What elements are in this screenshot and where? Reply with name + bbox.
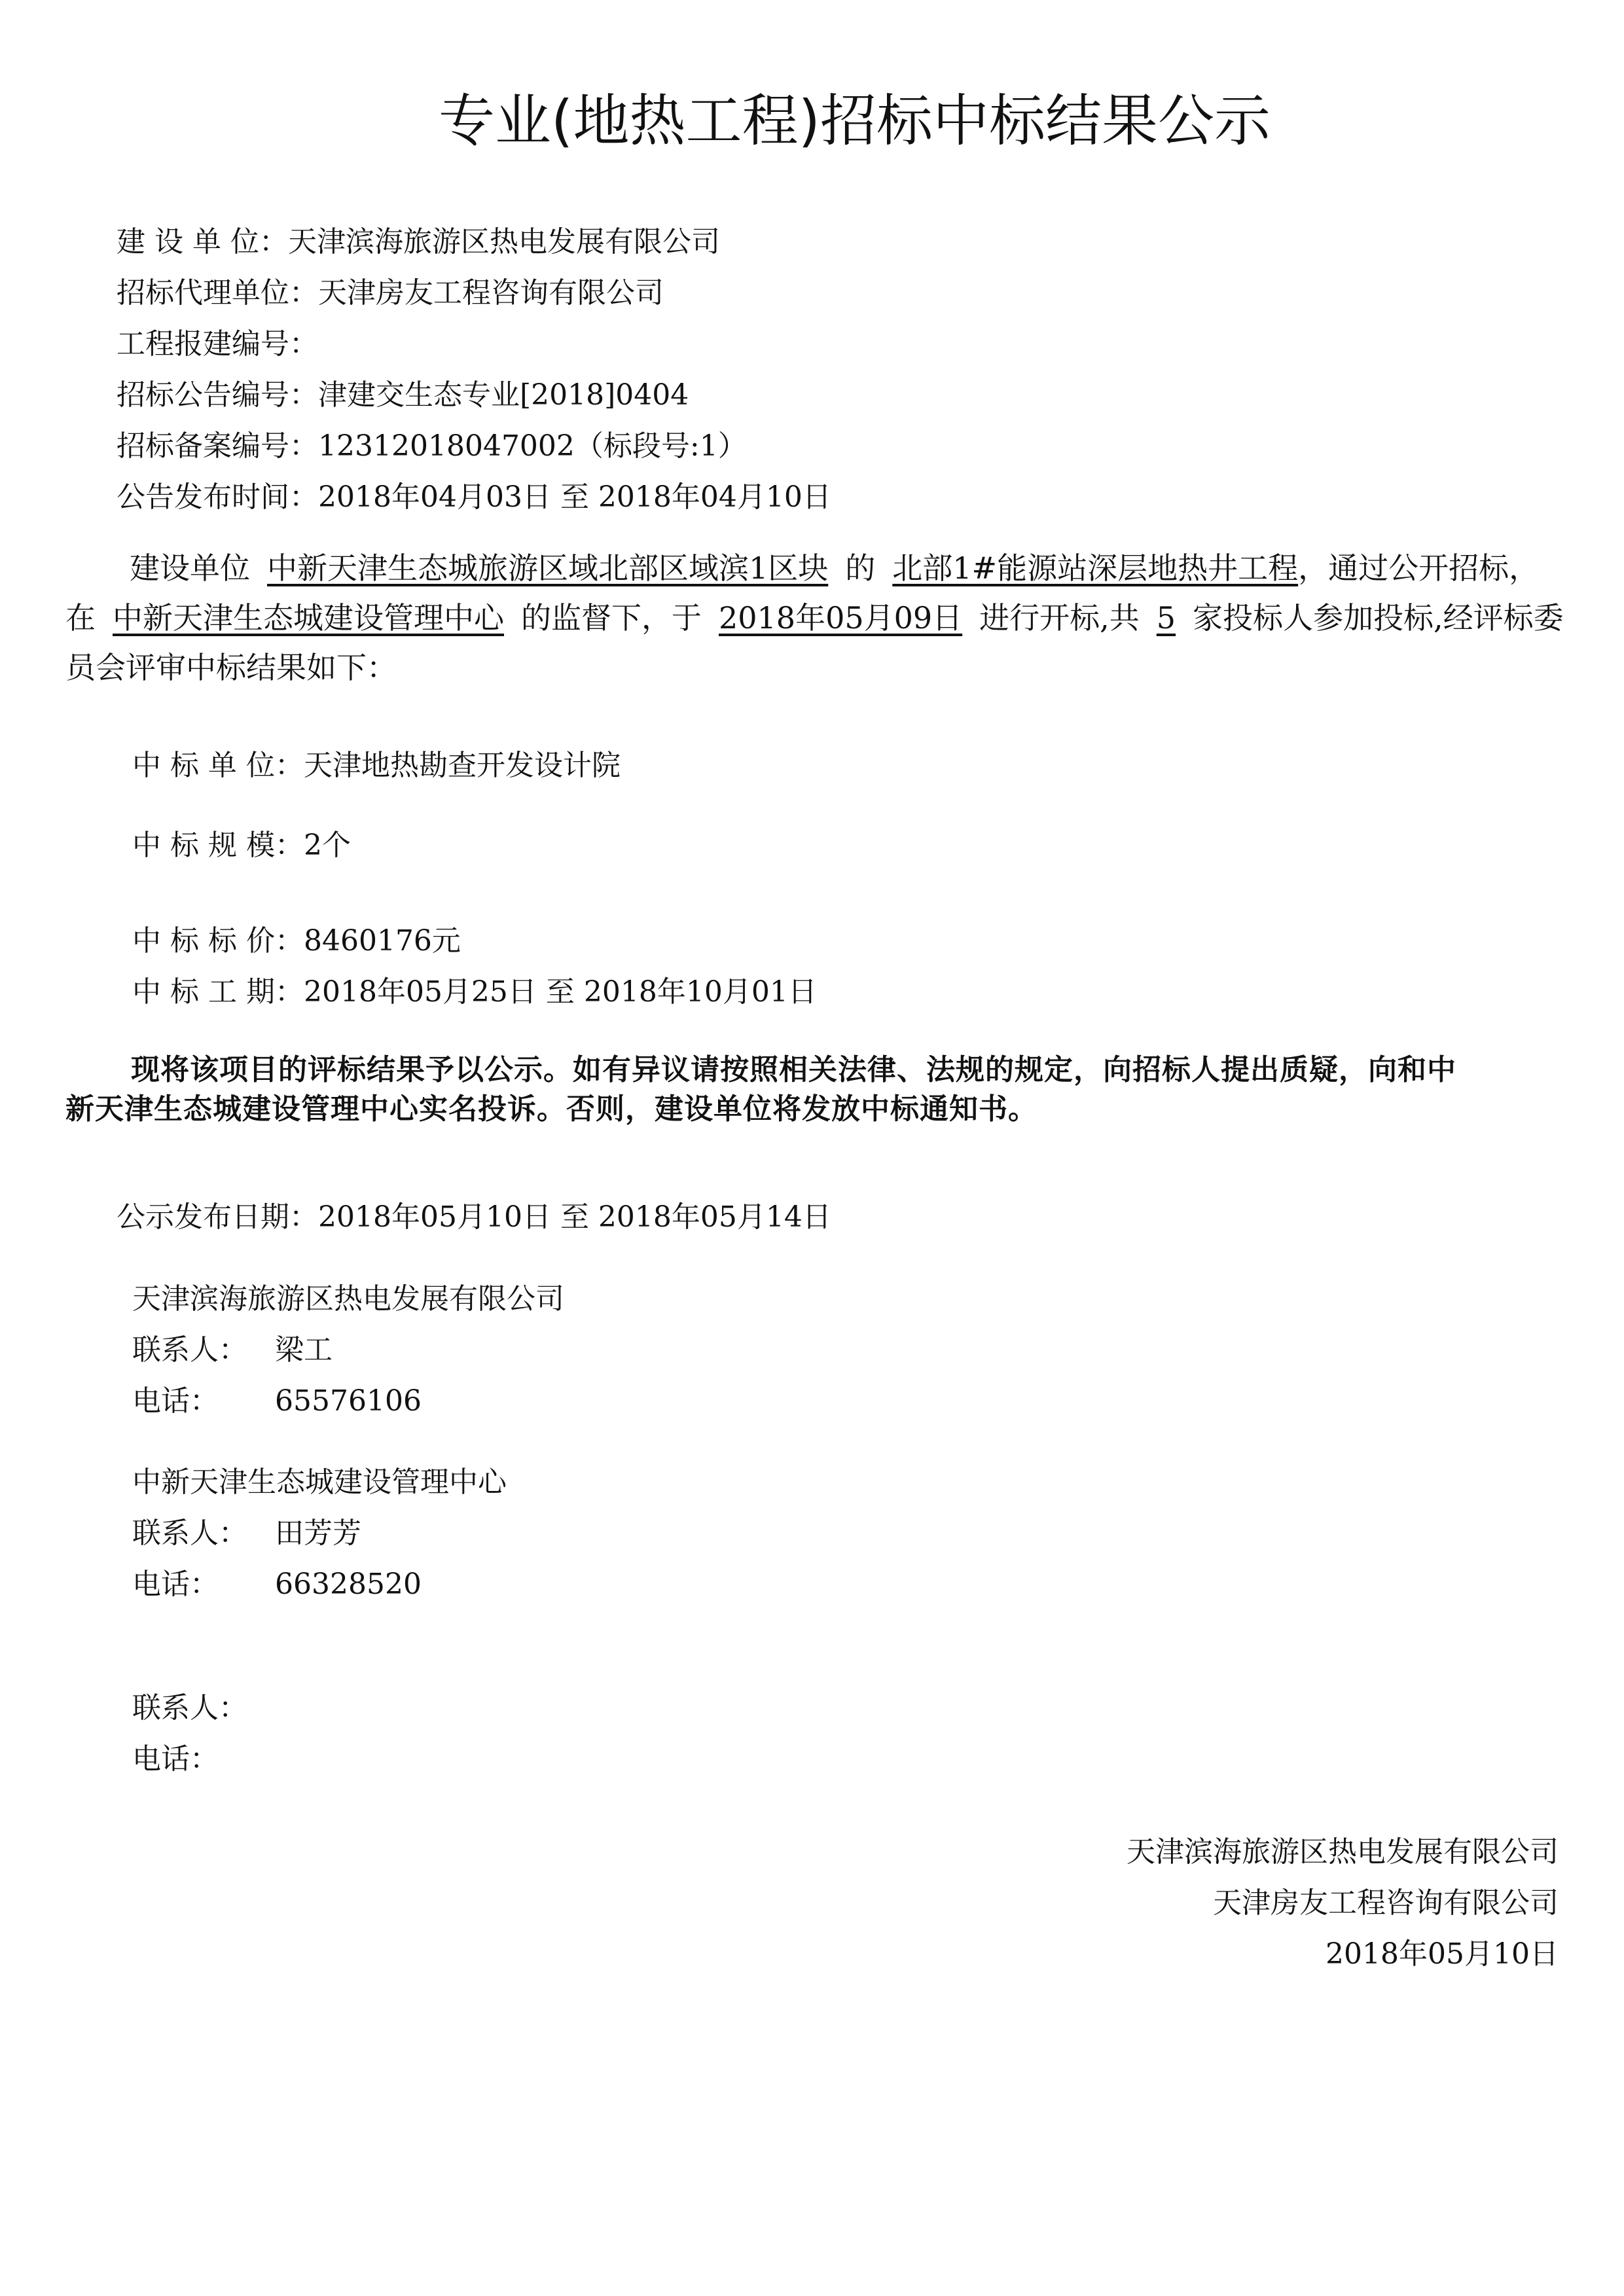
price-label: 中 标 标 价：	[132, 924, 304, 958]
notice-no-label: 招标公告编号：	[117, 378, 318, 412]
para-text-1: 建设单位	[130, 550, 250, 586]
contact-phone-2: 66328520	[275, 1568, 422, 1601]
signature-date: 2018年05月10日	[1326, 1937, 1559, 1971]
para-text-3: ，通过公开招标，在	[65, 550, 1540, 636]
agent-row	[117, 274, 664, 313]
bidder-count: 5	[1156, 600, 1176, 636]
record-no-label: 招标备案编号：	[117, 429, 318, 463]
project-no-label: 工程报建编号：	[117, 327, 318, 361]
contact-person-row-3	[132, 1689, 656, 1728]
signature-org-1: 天津滨海旅游区热电发展有限公司	[1127, 1835, 1559, 1869]
bid-summary-paragraph	[65, 543, 1564, 692]
record-no-value: 12312018047002（标段号:1）	[318, 429, 747, 463]
contact-person-label-2: 联系人：	[132, 1516, 247, 1550]
publish-time-label: 公告发布时间：	[117, 480, 318, 514]
contact-phone-row-1	[132, 1382, 656, 1421]
contact-phone-1: 65576106	[275, 1384, 422, 1418]
notice-no-row	[117, 376, 689, 415]
period-label: 中 标 工 期：	[132, 975, 304, 1009]
agent-label: 招标代理单位：	[117, 276, 318, 310]
construction-unit-area: 中新天津生态城旅游区域北部区域滨1区块	[267, 550, 829, 586]
price-value: 8460176元	[303, 924, 461, 958]
period-row	[132, 973, 817, 1012]
winner-value: 天津地热勘查开发设计院	[303, 749, 621, 782]
contact-phone-row-2	[132, 1565, 656, 1604]
para-text-4: 的监督下，于	[521, 600, 702, 636]
contact-person-1: 梁工	[275, 1333, 333, 1367]
builder-row	[117, 223, 720, 262]
contact-org-1: 天津滨海旅游区热电发展有限公司	[132, 1282, 564, 1316]
contact-phone-label-2: 电话：	[132, 1568, 219, 1601]
notice-no-value: 津建交生态专业[2018]0404	[318, 378, 689, 412]
para-text-2: 的	[845, 550, 876, 586]
winner-label: 中 标 单 位：	[132, 749, 304, 782]
supervising-agency: 中新天津生态城建设管理中心	[113, 600, 504, 636]
signature-org-2: 天津房友工程咨询有限公司	[1213, 1886, 1559, 1920]
project-name: 北部1#能源站深层地热井工程	[892, 550, 1299, 586]
winner-row	[132, 746, 621, 785]
builder-value: 天津滨海旅游区热电发展有限公司	[287, 225, 720, 259]
publish-time-value: 2018年04月03日 至 2018年04月10日	[318, 480, 831, 514]
scale-row	[132, 826, 351, 865]
publicity-row	[117, 1198, 831, 1237]
publicity-value: 2018年05月10日 至 2018年05月14日	[318, 1200, 831, 1234]
bid-open-date: 2018年05月09日	[719, 600, 963, 636]
para-text-5: 进行开标,共	[979, 600, 1140, 636]
agent-value: 天津房友工程咨询有限公司	[318, 276, 664, 310]
contact-person-label-3: 联系人：	[132, 1691, 247, 1725]
contact-person-row-1	[132, 1331, 656, 1370]
page-title: 专业(地热工程)招标中标结果公示	[438, 88, 1271, 154]
objection-notice: 现将该项目的评标结果予以公示。如有异议请按照相关法律、法规的规定，向招标人提出质疑，向和中新天津生态城建设管理中心实名投诉。否则，建设单位将发放中标通知书。	[65, 1053, 1456, 1126]
contact-phone-label-1: 电话：	[132, 1384, 219, 1418]
scale-label: 中 标 规 模：	[132, 829, 304, 862]
project-no-row	[117, 325, 318, 364]
publish-time-row	[117, 478, 831, 517]
scale-value: 2个	[303, 829, 351, 862]
period-value: 2018年05月25日 至 2018年10月01日	[303, 975, 817, 1009]
builder-label: 建 设 单 位：	[117, 225, 288, 259]
contact-phone-label-3: 电话：	[132, 1742, 219, 1776]
record-no-row	[117, 427, 747, 466]
para-text-6: 家投标人参加投标,经评标委员会评审中标结果如下：	[65, 600, 1564, 685]
price-row	[132, 922, 461, 961]
contact-person-2: 田芳芳	[275, 1516, 361, 1550]
contact-phone-row-3	[132, 1740, 656, 1779]
publicity-label: 公示发布日期：	[117, 1200, 318, 1234]
contact-org-2: 中新天津生态城建设管理中心	[132, 1465, 507, 1499]
contact-person-label-1: 联系人：	[132, 1333, 247, 1367]
contact-person-row-2	[132, 1514, 656, 1553]
